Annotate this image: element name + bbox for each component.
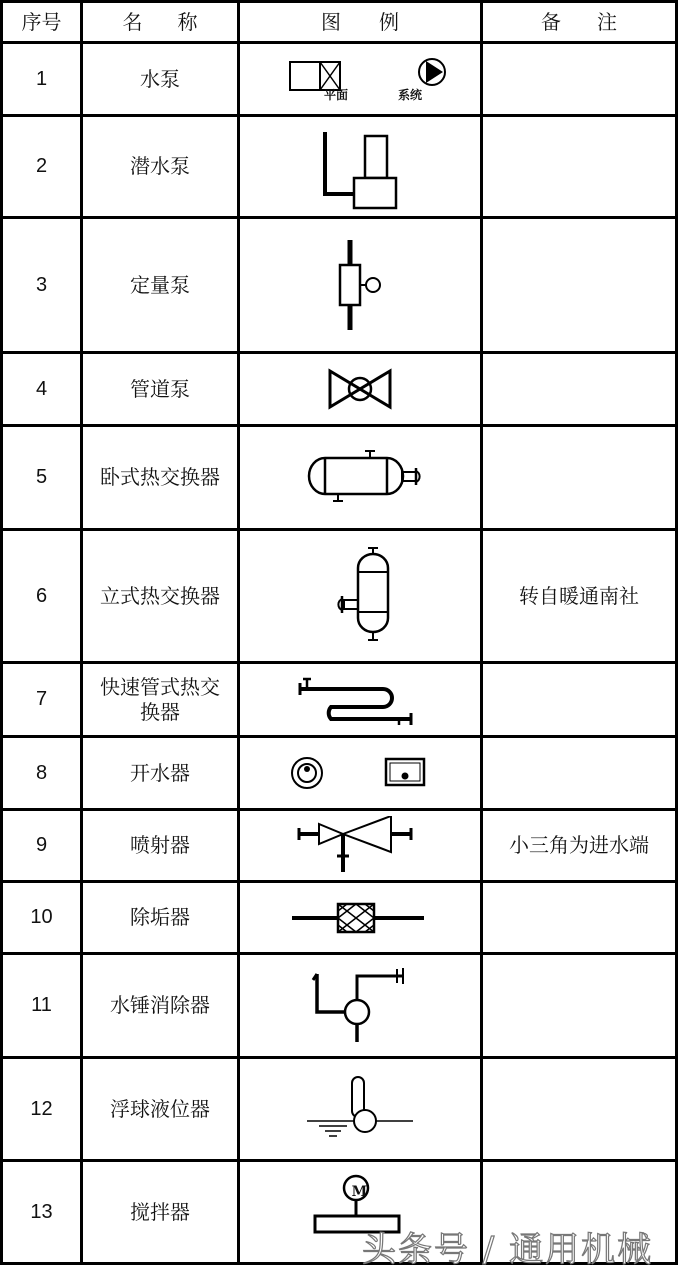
row-name: 浮球液位器 — [82, 1058, 239, 1161]
row-index: 5 — [2, 426, 82, 530]
row-index: 8 — [2, 737, 82, 810]
vertical-heat-exchanger-icon — [240, 546, 480, 646]
row-name: 定量泵 — [82, 218, 239, 353]
row-name: 除垢器 — [82, 882, 239, 954]
header-remark: 备 注 — [482, 2, 677, 43]
row-symbol — [239, 43, 482, 116]
row-symbol — [239, 218, 482, 353]
plan-view-label: 平面 — [324, 88, 349, 102]
header-symbol: 图 例 — [239, 2, 482, 43]
table-row — [2, 43, 677, 116]
row-symbol — [239, 116, 482, 218]
row-remark — [482, 737, 677, 810]
row-index: 7 — [2, 663, 82, 737]
table-row — [2, 954, 677, 1058]
row-name-line: 换器 — [140, 699, 180, 724]
ejector-icon — [240, 816, 480, 876]
row-index: 2 — [2, 116, 82, 218]
row-remark — [482, 218, 677, 353]
table-row — [2, 426, 677, 530]
metering-pump-icon — [240, 235, 480, 335]
row-index: 3 — [2, 218, 82, 353]
row-remark: 转自暖通南社 — [482, 530, 677, 663]
pipeline-pump-icon — [240, 367, 480, 411]
row-name: 潜水泵 — [82, 116, 239, 218]
header-name: 名 称 — [82, 2, 239, 43]
table-row — [2, 810, 677, 882]
row-name: 管道泵 — [82, 353, 239, 426]
row-symbol — [239, 530, 482, 663]
row-remark — [482, 663, 677, 737]
table-row — [2, 353, 677, 426]
table-row — [2, 530, 677, 663]
row-symbol — [239, 426, 482, 530]
row-remark — [482, 43, 677, 116]
row-name: 喷射器 — [82, 810, 239, 882]
row-remark — [482, 1058, 677, 1161]
header-row — [2, 2, 677, 43]
row-name: 开水器 — [82, 737, 239, 810]
watermark: 头条号 / 通用机械 — [362, 1230, 654, 1270]
row-remark — [482, 116, 677, 218]
table-row — [2, 663, 677, 737]
table-row — [2, 737, 677, 810]
row-remark — [482, 353, 677, 426]
system-view-label: 系统 — [398, 88, 423, 102]
table-row — [2, 1058, 677, 1161]
row-index: 11 — [2, 954, 82, 1058]
row-symbol — [239, 954, 482, 1058]
row-name: 搅拌器 — [82, 1161, 239, 1264]
fast-tube-heat-exchanger-icon — [240, 675, 480, 725]
row-index: 1 — [2, 43, 82, 116]
float-level-switch-icon — [240, 1069, 480, 1149]
row-name: 立式热交换器 — [82, 530, 239, 663]
row-index: 9 — [2, 810, 82, 882]
row-index: 6 — [2, 530, 82, 663]
row-index: 4 — [2, 353, 82, 426]
row-index: 13 — [2, 1161, 82, 1264]
row-name: 水锤消除器 — [82, 954, 239, 1058]
row-symbol — [239, 353, 482, 426]
row-index: 12 — [2, 1058, 82, 1161]
row-name-line: 快速管式热交 — [100, 674, 220, 699]
row-remark — [482, 426, 677, 530]
table-row — [2, 218, 677, 353]
row-symbol — [239, 810, 482, 882]
row-remark: 小三角为进水端 — [482, 810, 677, 882]
submersible-pump-icon — [240, 122, 480, 212]
row-remark — [482, 954, 677, 1058]
row-symbol — [239, 663, 482, 737]
row-symbol — [239, 1058, 482, 1161]
water-boiler-icon — [240, 753, 480, 793]
table-row — [2, 882, 677, 954]
table-row — [2, 116, 677, 218]
row-name — [82, 663, 239, 737]
header-index: 序号 — [2, 2, 82, 43]
water-hammer-arrester-icon — [240, 966, 480, 1046]
row-index: 10 — [2, 882, 82, 954]
row-name: 水泵 — [82, 43, 239, 116]
descaler-icon — [240, 900, 480, 936]
row-symbol — [239, 882, 482, 954]
row-remark — [482, 882, 677, 954]
horizontal-heat-exchanger-icon — [240, 448, 480, 508]
row-name: 卧式热交换器 — [82, 426, 239, 530]
motor-label: M — [351, 1184, 368, 1200]
water-pump-icon — [240, 46, 480, 112]
row-symbol — [239, 737, 482, 810]
